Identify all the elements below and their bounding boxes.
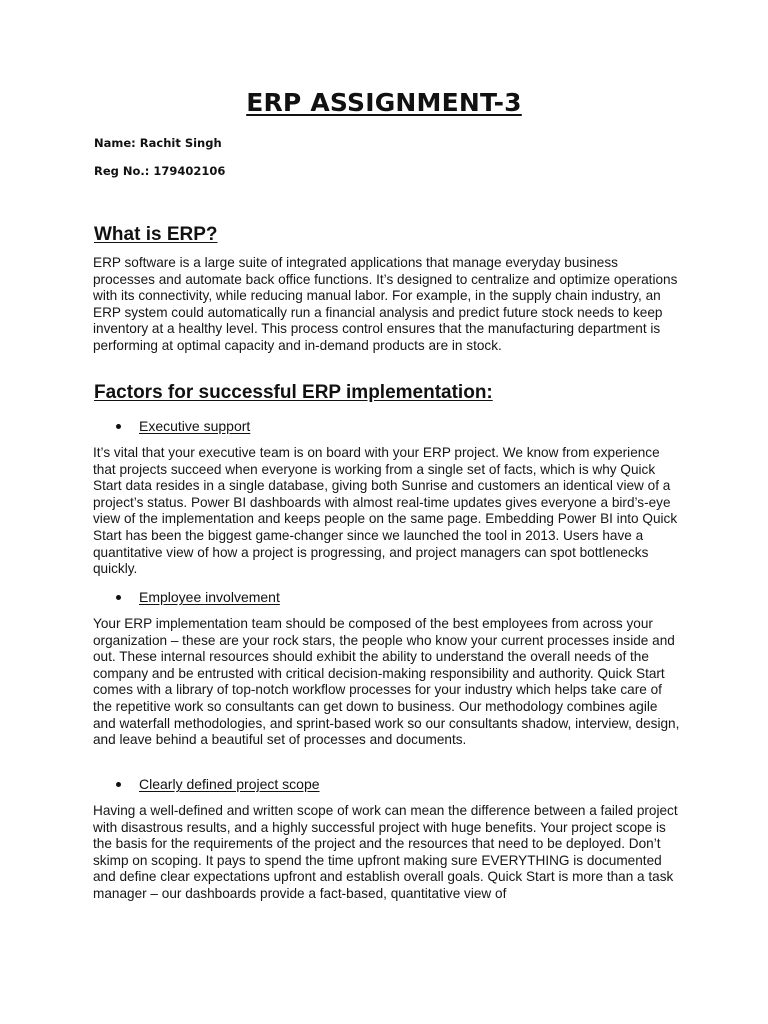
bullet-executive-support bbox=[116, 418, 250, 434]
bullet-project-scope bbox=[116, 776, 320, 792]
student-name: Name: Rachit Singh bbox=[94, 136, 222, 150]
document-title: ERP ASSIGNMENT-3 bbox=[246, 88, 522, 117]
bullet-dot-icon bbox=[116, 782, 121, 787]
paragraph-project-scope: Having a well-defined and written scope of work can mean the difference between a failed project with disastrous results, and a highly successful project with huge benefits. Your project scope is the basis for the requirements of the project and the resources that need to be deployed. Don’t skimp on scoping. It pays to spend the time upfront making sure EVERYTHING is documented and define clear expectations upfront and establish overall goals. Quick Start is more than a task manager – our dashboards provide a fact-based, quantitative view of bbox=[93, 803, 678, 901]
bullet-dot-icon bbox=[116, 595, 121, 600]
bullet-label: Clearly defined project scope bbox=[139, 776, 320, 792]
section-heading-factors: Factors for successful ERP implementation: bbox=[94, 382, 493, 403]
bullet-label: Executive support bbox=[139, 418, 251, 434]
registration-number: Reg No.: 179402106 bbox=[94, 164, 226, 178]
paragraph-executive-support: It’s vital that your executive team is on board with your ERP project. We know from experience that projects succeed when everyone is working from a single set of facts, which is why Quick Start data resides in a single database, giving both Sunrise and customers an identical view of a project’s status. Power BI dashboards with almost real-time updates gives everyone a bird’s-eye view of the implementation and keeps people on the same page. Embedding Power BI into Quick Start has been the biggest game-changer since we launched the tool in 2013. Users have a quantitative view of how a project is progressing, and project managers can spot bottlenecks quickly. bbox=[93, 445, 678, 577]
section-heading-what-is-erp: What is ERP? bbox=[94, 224, 218, 245]
bullet-dot-icon bbox=[116, 424, 121, 429]
paragraph-what-is-erp: ERP software is a large suite of integrated applications that manage everyday business processes and automate back office functions. It’s designed to centralize and optimize operations with its connectivity, while reducing manual labor. For example, in the supply chain industry, an ERP system could automatically run a financial analysis and predict future stock needs to keep inventory at a healthy level. This process control ensures that the manufacturing department is performing at optimal capacity and in-demand products are in stock. bbox=[93, 255, 678, 353]
bullet-employee-involvement bbox=[116, 589, 280, 605]
bullet-label: Employee involvement bbox=[139, 589, 280, 605]
paragraph-employee-involvement: Your ERP implementation team should be composed of the best employees from across your organization – these are your rock stars, the people who know your current processes inside and out. These internal resources should exhibit the ability to understand the overall needs of the company and be entrusted with critical decision-making responsibility and authority. Quick Start comes with a library of top-notch workflow processes for your industry which helps take care of the repetitive work so consultants can get down to business. Our methodology combines agile and waterfall methodologies, and sprint-based work so our consultants shadow, interview, design, and leave behind a beautiful set of processes and documents. bbox=[93, 616, 680, 748]
